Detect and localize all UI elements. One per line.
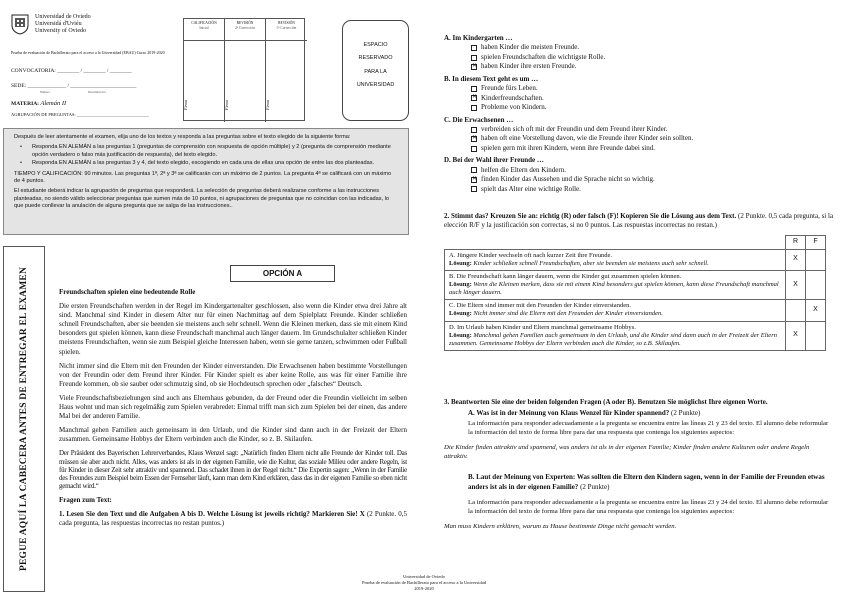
checkbox-icon[interactable] xyxy=(471,86,477,92)
table-row: C. Die Eltern sind immer mit den Freunden der Kinder einverstanden. Lösung: Nicht immer sind die Eltern mit den Freunden der Kinder einverstanden. X xyxy=(445,300,826,321)
university-name: Universidad de Oviedo Universidá d'Uviéu University of Oviedo xyxy=(35,14,91,35)
agrupacion-label: AGRUPACIÓN DE PREGUNTAS: ________________________________ xyxy=(11,112,149,117)
mc-d-option-1: helfen die Eltern den Kindern. xyxy=(471,166,834,175)
page-footer: Universidad de Oviedo Prueba de evaluación de Bachillerato para el acceso a la Universidad 2019-2020 xyxy=(362,574,486,591)
instructions-box: Después de leer atentamente el examen, elija uno de los textos y responda a las preguntas sobre el texto elegido de la siguiente forma: • Responda EN ALEMÁN a las preguntas 1 (preguntas de comprensión con respuesta de opción múltiple) y 2 (pregunta de comprensión mediante opción verdadero o falso más justificación de respuesta), del texto elegido. • Responda EN ALEMÁN a las preguntas 3 y 4, del texto elegido, escogiendo en cada una de ellas una opción de entre las dos planteadas. TIEMPO Y CALIFICACIÓN: 90 minutos. Las preguntas 1ª, 2ª y 3ª se calificarán con un máximo de 2 puntos. La pregunta 4ª se calificará con un máximo de 4 puntos. El estudiante deberá indicar la agrupación de preguntas que responderá. La selección de preguntas deberá realizarse conforme a las instrucciones planteadas, no siendo válido seleccionar preguntas que sumen más de 10 puntos, ni agrupaciones de preguntas que no coincidan con las indicadas, lo que puede conllevar la anulación de alguna pregunta que se salga de las instrucciones.. xyxy=(3,128,409,235)
checkbox-checked-icon[interactable] xyxy=(471,136,477,142)
mc-d-option-2: ✕ finden Kinder das Aussehen und die Sprache nicht so wichtig. xyxy=(471,175,834,184)
prueba-title: Prueba de evaluación de Bachillerato para el acceso a la Universidad (EBAU) Curso 2019-2020 xyxy=(11,50,165,55)
table-row: D. Im Urlaub haben Kinder und Eltern manchmal gemeinsame Hobbys. Lösung: Manchmal gehen Familien auch gemeinsam in den Urlaub, und die Kinder sind dann auch in der Freizeit der Eltern zusammen. Gemeinsame Hobbys der Eltern verbinden auch die Kinder, so z.B. Skilaufen. X xyxy=(445,321,826,350)
checkbox-checked-icon[interactable] xyxy=(471,177,477,183)
reserved-space-box: ESPACIO RESERVADO PARA LA UNIVERSIDAD xyxy=(342,20,409,121)
checkbox-icon[interactable] xyxy=(471,45,477,51)
mc-b-option-1: Freunde fürs Leben. xyxy=(471,84,834,93)
materia-value: Alemán II xyxy=(40,100,67,107)
mc-b-label: B. In diesem Text geht es um … xyxy=(444,74,539,83)
checkbox-icon[interactable] xyxy=(471,186,477,192)
mc-c-option-2: ✕ haben oft eine Vorstellung davon, wie die Freunde ihrer Kinder sein sollten. xyxy=(471,134,834,143)
mc-d-label: D. Bei der Wahl ihrer Freunde … xyxy=(444,156,544,165)
q3-a-answer: Die Kinder finden attraktiv und spannend, was anders ist als in der eigenen Familie; Kinder finden andere Kulturen oder andere Regeln attraktiv. xyxy=(444,443,810,461)
grade-box xyxy=(183,18,305,121)
fragen-heading: Fragen zum Text: xyxy=(59,495,112,504)
mc-a-option-2: spielen Freundschaften die wichtigste Rolle. xyxy=(471,53,834,62)
mc-c-option-3: spielen gern mit ihren Kindern, wenn ihre Freunde dabei sind. xyxy=(471,144,834,153)
checkbox-icon[interactable] xyxy=(471,167,477,173)
text-title: Freundschaften spielen eine bedeutende Rolle xyxy=(59,288,196,296)
table-row: A. Jüngere Kinder wechseln oft nach kurzer Zeit ihre Freunde. Lösung: Kinder schließen schnell Freundschaften, aber sie beenden sie meistens auch sehr schnell. X xyxy=(445,249,826,270)
q3-b-answer: Man muss Kindern erklären, warum zu Hause bestimmte Dinge nicht gemacht werden. xyxy=(444,523,677,531)
mc-a-option-1: haben Kinder die meisten Freunde. xyxy=(471,43,834,52)
mc-c-label: C. Die Erwachsenen … xyxy=(444,115,514,124)
mc-a-option-3: ✕ haben Kinder ihre ersten Freunde. xyxy=(471,62,834,71)
true-false-table: R F A. Jüngere Kinder wechseln oft nach kurzer Zeit ihre Freunde. Lösung: Kinder schließen schnell Freundschaften, aber sie beenden sie meistens auch sehr schnell. X B. Die Freundschaft kann länger dauern, wenn die Kinder gut zusammen spielen können. Lösung: Wenn die Kleinen merken, dass sie mit einem Kind besonders gut spielen können, kann diese Freundschaft manchmal auch länger dauern. X C. Die Eltern sind immer mit den Freunden der Kinder einverstanden. Lösung: Nicht immer sind die Eltern mit den Freunden der Kinder einverstanden. X D. Im Urlaub haben Kinder und Eltern manchmal gemeinsame Hobbys. Lösung: Manchmal gehen Familien auch gemeinsam in den Urlaub, und die Kinder sind dann auch in der Freizeit der Eltern zusammen. Gemeinsame Hobbys der Eltern verbinden auch die Kinder, so z.B. Skilaufen. X xyxy=(444,235,826,351)
grade-col-second: REVISIÓN 2ª Corrección Firma xyxy=(225,19,266,122)
university-crest-icon xyxy=(10,13,30,35)
checkbox-icon[interactable] xyxy=(471,55,477,61)
checkbox-checked-icon[interactable] xyxy=(471,95,477,101)
q3-title: 3. Beantworten Sie eine der beiden folgenden Fragen (A oder B). Benutzen Sie möglichst Ihre eigenen Worte. xyxy=(444,398,768,406)
mc-d-option-3: spielt das Alter eine wichtige Rolle. xyxy=(471,185,834,194)
option-title: OPCIÓN A xyxy=(230,265,335,282)
checkbox-checked-icon[interactable] xyxy=(471,64,477,70)
convocatoria-label: CONVOCATORIA: ________ / ________ / ________ xyxy=(11,68,132,74)
mc-b-option-2: ✕ Kinderfreundschaften. xyxy=(471,94,834,103)
materia-row: MATERIA: Alemán II xyxy=(11,100,67,107)
reading-text: Freundschaften spielen eine bedeutende Rolle Die ersten Freundschaften werden in der Regel im Kindergartenalter geschlossen, also wenn die Kinder etwa drei Jahre alt sind. Manchmal sind Kinder in diesem Alter nur für einen Nachmittag auf dem Spielplatz Freunde. Kinder schließen schnell Freundschaften, aber sie beenden sie meistens auch sehr schnell. Wenn die Kleinen merken, dass sie mit einem Kind besonders gut spielen können, kann diese Freundschaft manchmal auch länger dauern. Im Grundschulalter schließen Kinder meistens Freundschaften, wenn sie zum Beispiel gleiche Interessen haben, wenn sie gerne tanzen, schwimmen oder Fußball spielen. Nicht immer sind die Eltern mit den Freunden der Kinder einverstanden. Die Erwachsenen haben bestimmte Vorstellungen von der Freundin oder dem Freund ihrer Kinder. Für Kinder spielt es aber keine Rolle, aus was für einer Familie ihre Freunde kommen, ob sie sauber oder schmutzig sind, ob sie Hochdeutsch sprechen oder „falsches“ Deutsch. Viele Freundschaftsbeziehungen sind auch ans Elternhaus gebunden, da der Freund oder die Freundin vielleicht im selben Haus wohnt und man sich regelmäßig zum Spielen verabredet: Einmal trifft man sich zum Spielen bei der einen, das andere Mal bei der anderen Familie. Manchmal gehen Familien auch gemeinsam in den Urlaub, und die Kinder sind dann auch in der Freizeit der Eltern zusammen. Gemeinsame Hobbys der Eltern verbinden auch die Kinder, so z. B. Skilaufen. Der Präsident des Bayerischen Lehrerverbandes, Klaus Wenzel sagt: „Natürlich finden Eltern nicht alle Freunde der Kinder toll. Das müssen sie aber auch nicht. Alles, was anders ist als in der eigenen Familie, wie die Kultur, das soziale Milieu oder andere Regeln, ist für Kinder in dieser Zeit sehr attraktiv und spannend. Das schadet ihnen in der Regel nicht.“ Die Expertin sagen: „Wenn in der Familie des Freundes zum Beispiel beim Essen der Fernseher läuft, kann man dem Kind erklären, dass das in der eigenen Familie so eben nicht gemacht wird.“ Fragen zum Text: 1. Lesen Sie den Text und die Aufgaben A bis D. Welche Lösung ist jeweils richtig? Markieren Sie! X (2 Punkte. 0,5 cada pregunta, las respuestas incorrectas no restan puntos.) xyxy=(59,288,408,527)
header-paste-area: PEGUE AQUÍ LA CABECERA ANTES DE ENTREGAR EL EXAMEN xyxy=(3,246,45,592)
q2-section: 2. Stimmt das? Kreuzen Sie an: richtig (R) oder falsch (F)! Kopieren Sie die Lösung aus dem Text. (2 Punkte. 0,5 cada pregunta, si la elección R/F y la justificación son correctas, si no 0 puntos. Las respuestas incorrectas no restan.) R F A. Jüngere Kinder wechseln oft nach kurzer Zeit ihre Freunde. Lösung: Kinder schließen schnell Freundschaften, aber sie beenden sie meistens auch sehr schnell. X B. Die Freundschaft kann länger dauern, wenn die Kinder gut zusammen spielen können. Lösung: Wenn die Kleinen merken, dass sie mit einem Kind besonders gut spielen können, kann diese Freundschaft manchmal auch länger dauern. X C. Die Eltern sind immer mit den Freunden der Kinder einverstanden. Lösung: Nicht immer sind die Eltern mit den Freunden der Kinder einverstanden. X D. Im Urlaub haben Kinder und Eltern manchmal gemeinsame Hobbys. Lösung: Manchmal gehen Familien auch gemeinsam in den Urlaub, und die Kinder sind dann auch in der Freizeit der Eltern zusammen. Gemeinsame Hobbys der Eltern verbinden auch die Kinder, so z.B. Skilaufen. X xyxy=(444,212,834,351)
table-row: B. Die Freundschaft kann länger dauern, wenn die Kinder gut zusammen spielen können. Lösung: Wenn die Kleinen merken, dass sie mit einem Kind besonders gut spielen können, kann diese Freundschaft manchmal auch länger dauern. X xyxy=(445,270,826,299)
grade-col-third: REVISIÓN 3ª Corrección Firma xyxy=(266,19,307,122)
checkbox-icon[interactable] xyxy=(471,105,477,111)
mc-section xyxy=(444,34,834,194)
mc-a-label: A. Im Kindergarten … xyxy=(444,34,513,42)
q3-section: 3. Beantworten Sie eine der beiden folgenden Fragen (A oder B). Benutzen Sie möglichst Ihre eigenen Worte. A. Was ist in der Meinung von Klaus Wenzel für Kinder spannend? (2 Punkte) La información para responder adecuadamente a la pregunta se encuentra entre las líneas 21 y 23 del texto. El alumno debe reformular la información del texto de forma libre para dar una respuesta que contenga los siguientes aspectos: Die Kinder finden attraktiv und spannend, was anders ist als in der eigenen Familie; Kinder finden andere Kulturen oder andere Regeln attraktiv. B. Laut der Meinung von Experten: Was sollten die Eltern den Kindern sagen, wenn in der Familie der Freunden etwas anders ist als in der eigenen Familie? (2 Punkte) La información para responder adecuadamente a la pregunta se encuentra entre las líneas 23 y 24 del texto. El alumno debe reformular la información del texto de forma libre para dar una respuesta que contenga los siguientes aspectos: Man muss Kindern erklären, warum zu Hause bestimmte Dinge nicht gemacht werden. xyxy=(444,398,834,531)
sede-label: SEDE: ______________ / ________________________ xyxy=(11,83,137,89)
checkbox-icon[interactable] xyxy=(471,127,477,133)
grade-col-initial: CALIFICACIÓN Inicial Firma xyxy=(184,19,225,122)
sede-sub: Número Denominación xyxy=(40,90,106,94)
mc-b-option-3: Probleme von Kindern. xyxy=(471,103,834,112)
checkbox-icon[interactable] xyxy=(471,146,477,152)
mc-c-option-1: verbreiden sich oft mit der Freundin und dem Freund ihrer Kinder. xyxy=(471,125,834,134)
